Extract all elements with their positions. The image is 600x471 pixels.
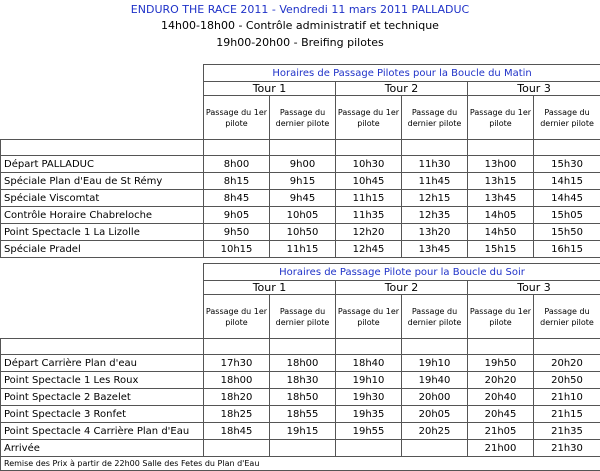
spacer-cell bbox=[336, 140, 402, 156]
time-cell: 18h25 bbox=[204, 406, 270, 423]
tour-2-header: Tour 2 bbox=[336, 281, 468, 295]
time-cell: 9h45 bbox=[270, 190, 336, 207]
spacer-cell bbox=[468, 339, 534, 355]
spacer-cell bbox=[270, 140, 336, 156]
checkpoint-name: Point Spectacle 1 Les Roux bbox=[1, 372, 204, 389]
time-cell: 15h15 bbox=[468, 241, 534, 258]
checkpoint-name: Spéciale Viscomtat bbox=[1, 190, 204, 207]
time-cell: 9h50 bbox=[204, 224, 270, 241]
empty-cell bbox=[1, 65, 204, 82]
time-cell: 10h30 bbox=[336, 156, 402, 173]
time-cell: 12h15 bbox=[402, 190, 468, 207]
time-cell: 14h15 bbox=[534, 173, 600, 190]
time-cell: 21h35 bbox=[534, 423, 600, 440]
matin-table bbox=[0, 64, 600, 258]
time-cell: 15h50 bbox=[534, 224, 600, 241]
col-first-pilot: Passage du 1er pilote bbox=[336, 295, 402, 339]
time-cell: 19h10 bbox=[336, 372, 402, 389]
table-row bbox=[1, 389, 600, 406]
time-cell: 8h45 bbox=[204, 190, 270, 207]
table-row bbox=[1, 241, 600, 258]
col-last-pilot: Passage du dernier pilote bbox=[534, 295, 600, 339]
spacer-cell bbox=[270, 339, 336, 355]
time-cell: 18h30 bbox=[270, 372, 336, 389]
time-cell: 19h30 bbox=[336, 389, 402, 406]
empty-cell bbox=[1, 295, 204, 339]
time-cell: 18h50 bbox=[270, 389, 336, 406]
time-cell: 16h15 bbox=[534, 241, 600, 258]
matin-section-title: Horaires de Passage Pilotes pour la Boucle du Matin bbox=[204, 65, 600, 82]
time-cell: 13h45 bbox=[402, 241, 468, 258]
checkpoint-name: Spéciale Pradel bbox=[1, 241, 204, 258]
table-row bbox=[1, 372, 600, 389]
checkpoint-name: Contrôle Horaire Chabreloche bbox=[1, 207, 204, 224]
table-row bbox=[1, 224, 600, 241]
time-cell: 12h35 bbox=[402, 207, 468, 224]
time-cell: 14h45 bbox=[534, 190, 600, 207]
time-cell: 21h30 bbox=[534, 440, 600, 457]
time-cell: 18h00 bbox=[270, 355, 336, 372]
spacer-cell bbox=[336, 339, 402, 355]
time-cell: 11h30 bbox=[402, 156, 468, 173]
page-title: ENDURO THE RACE 2011 - Vendredi 11 mars 2011 PALLADUC bbox=[0, 3, 600, 16]
time-cell: 8h15 bbox=[204, 173, 270, 190]
time-cell: 20h00 bbox=[402, 389, 468, 406]
tour-1-header: Tour 1 bbox=[204, 281, 336, 295]
checkpoint-name: Point Spectacle 4 Carrière Plan d'Eau bbox=[1, 423, 204, 440]
tour-1-header: Tour 1 bbox=[204, 82, 336, 96]
time-cell: 10h50 bbox=[270, 224, 336, 241]
empty-cell bbox=[1, 96, 204, 140]
tour-3-header: Tour 3 bbox=[468, 82, 600, 96]
schedule-line-briefing: 19h00-20h00 - Breifing pilotes bbox=[0, 36, 600, 49]
time-cell: 13h00 bbox=[468, 156, 534, 173]
table-row bbox=[1, 207, 600, 224]
time-cell: 15h05 bbox=[534, 207, 600, 224]
time-cell: 12h45 bbox=[336, 241, 402, 258]
time-cell: 20h20 bbox=[468, 372, 534, 389]
tour-2-header: Tour 2 bbox=[336, 82, 468, 96]
time-cell: 15h30 bbox=[534, 156, 600, 173]
spacer-cell bbox=[468, 140, 534, 156]
table-row bbox=[1, 406, 600, 423]
checkpoint-name: Point Spectacle 1 La Lizolle bbox=[1, 224, 204, 241]
col-last-pilot: Passage du dernier pilote bbox=[270, 96, 336, 140]
spacer-cell bbox=[402, 339, 468, 355]
col-last-pilot: Passage du dernier pilote bbox=[534, 96, 600, 140]
col-first-pilot: Passage du 1er pilote bbox=[336, 96, 402, 140]
soir-section-title: Horaires de Passage Pilote pour la Boucle du Soir bbox=[204, 264, 600, 281]
tour-3-header: Tour 3 bbox=[468, 281, 600, 295]
time-cell: 19h10 bbox=[402, 355, 468, 372]
col-last-pilot: Passage du dernier pilote bbox=[402, 96, 468, 140]
footer-note: Remise des Prix à partir de 22h00 Salle des Fetes du Plan d'Eau bbox=[1, 457, 600, 471]
empty-cell bbox=[1, 264, 204, 281]
time-cell: 19h50 bbox=[468, 355, 534, 372]
time-cell: 19h15 bbox=[270, 423, 336, 440]
checkpoint-name: Arrivée bbox=[1, 440, 204, 457]
time-cell: 11h15 bbox=[336, 190, 402, 207]
time-cell: 18h20 bbox=[204, 389, 270, 406]
time-cell: 20h20 bbox=[534, 355, 600, 372]
checkpoint-name: Point Spectacle 3 Ronfet bbox=[1, 406, 204, 423]
time-cell: 20h05 bbox=[402, 406, 468, 423]
spacer-cell bbox=[534, 339, 600, 355]
time-cell: 18h55 bbox=[270, 406, 336, 423]
time-cell: 14h50 bbox=[468, 224, 534, 241]
time-cell: 17h30 bbox=[204, 355, 270, 372]
spacer-cell bbox=[402, 140, 468, 156]
col-first-pilot: Passage du 1er pilote bbox=[204, 295, 270, 339]
spacer-cell bbox=[534, 140, 600, 156]
time-cell: 20h50 bbox=[534, 372, 600, 389]
time-cell: 21h15 bbox=[534, 406, 600, 423]
table-row bbox=[1, 156, 600, 173]
time-cell: 18h40 bbox=[336, 355, 402, 372]
table-row bbox=[1, 173, 600, 190]
time-cell: 20h45 bbox=[468, 406, 534, 423]
time-cell: 11h45 bbox=[402, 173, 468, 190]
spacer-cell bbox=[204, 140, 270, 156]
empty-cell bbox=[1, 82, 204, 96]
time-cell: 18h00 bbox=[204, 372, 270, 389]
time-cell: 19h40 bbox=[402, 372, 468, 389]
time-cell: 12h20 bbox=[336, 224, 402, 241]
spacer-cell bbox=[204, 339, 270, 355]
col-first-pilot: Passage du 1er pilote bbox=[204, 96, 270, 140]
time-cell bbox=[204, 440, 270, 457]
time-cell: 21h05 bbox=[468, 423, 534, 440]
soir-table bbox=[0, 263, 600, 471]
time-cell: 13h15 bbox=[468, 173, 534, 190]
checkpoint-name: Point Spectacle 2 Bazelet bbox=[1, 389, 204, 406]
time-cell: 20h25 bbox=[402, 423, 468, 440]
table-row bbox=[1, 355, 600, 372]
time-cell: 13h45 bbox=[468, 190, 534, 207]
checkpoint-name: Spéciale Plan d'Eau de St Rémy bbox=[1, 173, 204, 190]
time-cell: 14h05 bbox=[468, 207, 534, 224]
time-cell: 11h15 bbox=[270, 241, 336, 258]
checkpoint-name: Départ Carrière Plan d'eau bbox=[1, 355, 204, 372]
time-cell: 21h10 bbox=[534, 389, 600, 406]
time-cell: 9h05 bbox=[204, 207, 270, 224]
time-cell: 10h45 bbox=[336, 173, 402, 190]
spacer-cell bbox=[1, 339, 204, 355]
time-cell: 21h00 bbox=[468, 440, 534, 457]
col-first-pilot: Passage du 1er pilote bbox=[468, 295, 534, 339]
table-row bbox=[1, 440, 600, 457]
time-cell bbox=[402, 440, 468, 457]
checkpoint-name: Départ PALLADUC bbox=[1, 156, 204, 173]
time-cell bbox=[336, 440, 402, 457]
time-cell: 18h45 bbox=[204, 423, 270, 440]
table-row bbox=[1, 190, 600, 207]
time-cell: 9h00 bbox=[270, 156, 336, 173]
table-row bbox=[1, 423, 600, 440]
col-last-pilot: Passage du dernier pilote bbox=[270, 295, 336, 339]
schedule-line-admin: 14h00-18h00 - Contrôle administratif et technique bbox=[0, 19, 600, 32]
col-first-pilot: Passage du 1er pilote bbox=[468, 96, 534, 140]
time-cell: 11h35 bbox=[336, 207, 402, 224]
time-cell: 20h40 bbox=[468, 389, 534, 406]
time-cell: 19h55 bbox=[336, 423, 402, 440]
empty-cell bbox=[1, 281, 204, 295]
time-cell: 9h15 bbox=[270, 173, 336, 190]
time-cell bbox=[270, 440, 336, 457]
time-cell: 8h00 bbox=[204, 156, 270, 173]
time-cell: 13h20 bbox=[402, 224, 468, 241]
time-cell: 10h05 bbox=[270, 207, 336, 224]
time-cell: 19h35 bbox=[336, 406, 402, 423]
spacer-cell bbox=[1, 140, 204, 156]
time-cell: 10h15 bbox=[204, 241, 270, 258]
col-last-pilot: Passage du dernier pilote bbox=[402, 295, 468, 339]
